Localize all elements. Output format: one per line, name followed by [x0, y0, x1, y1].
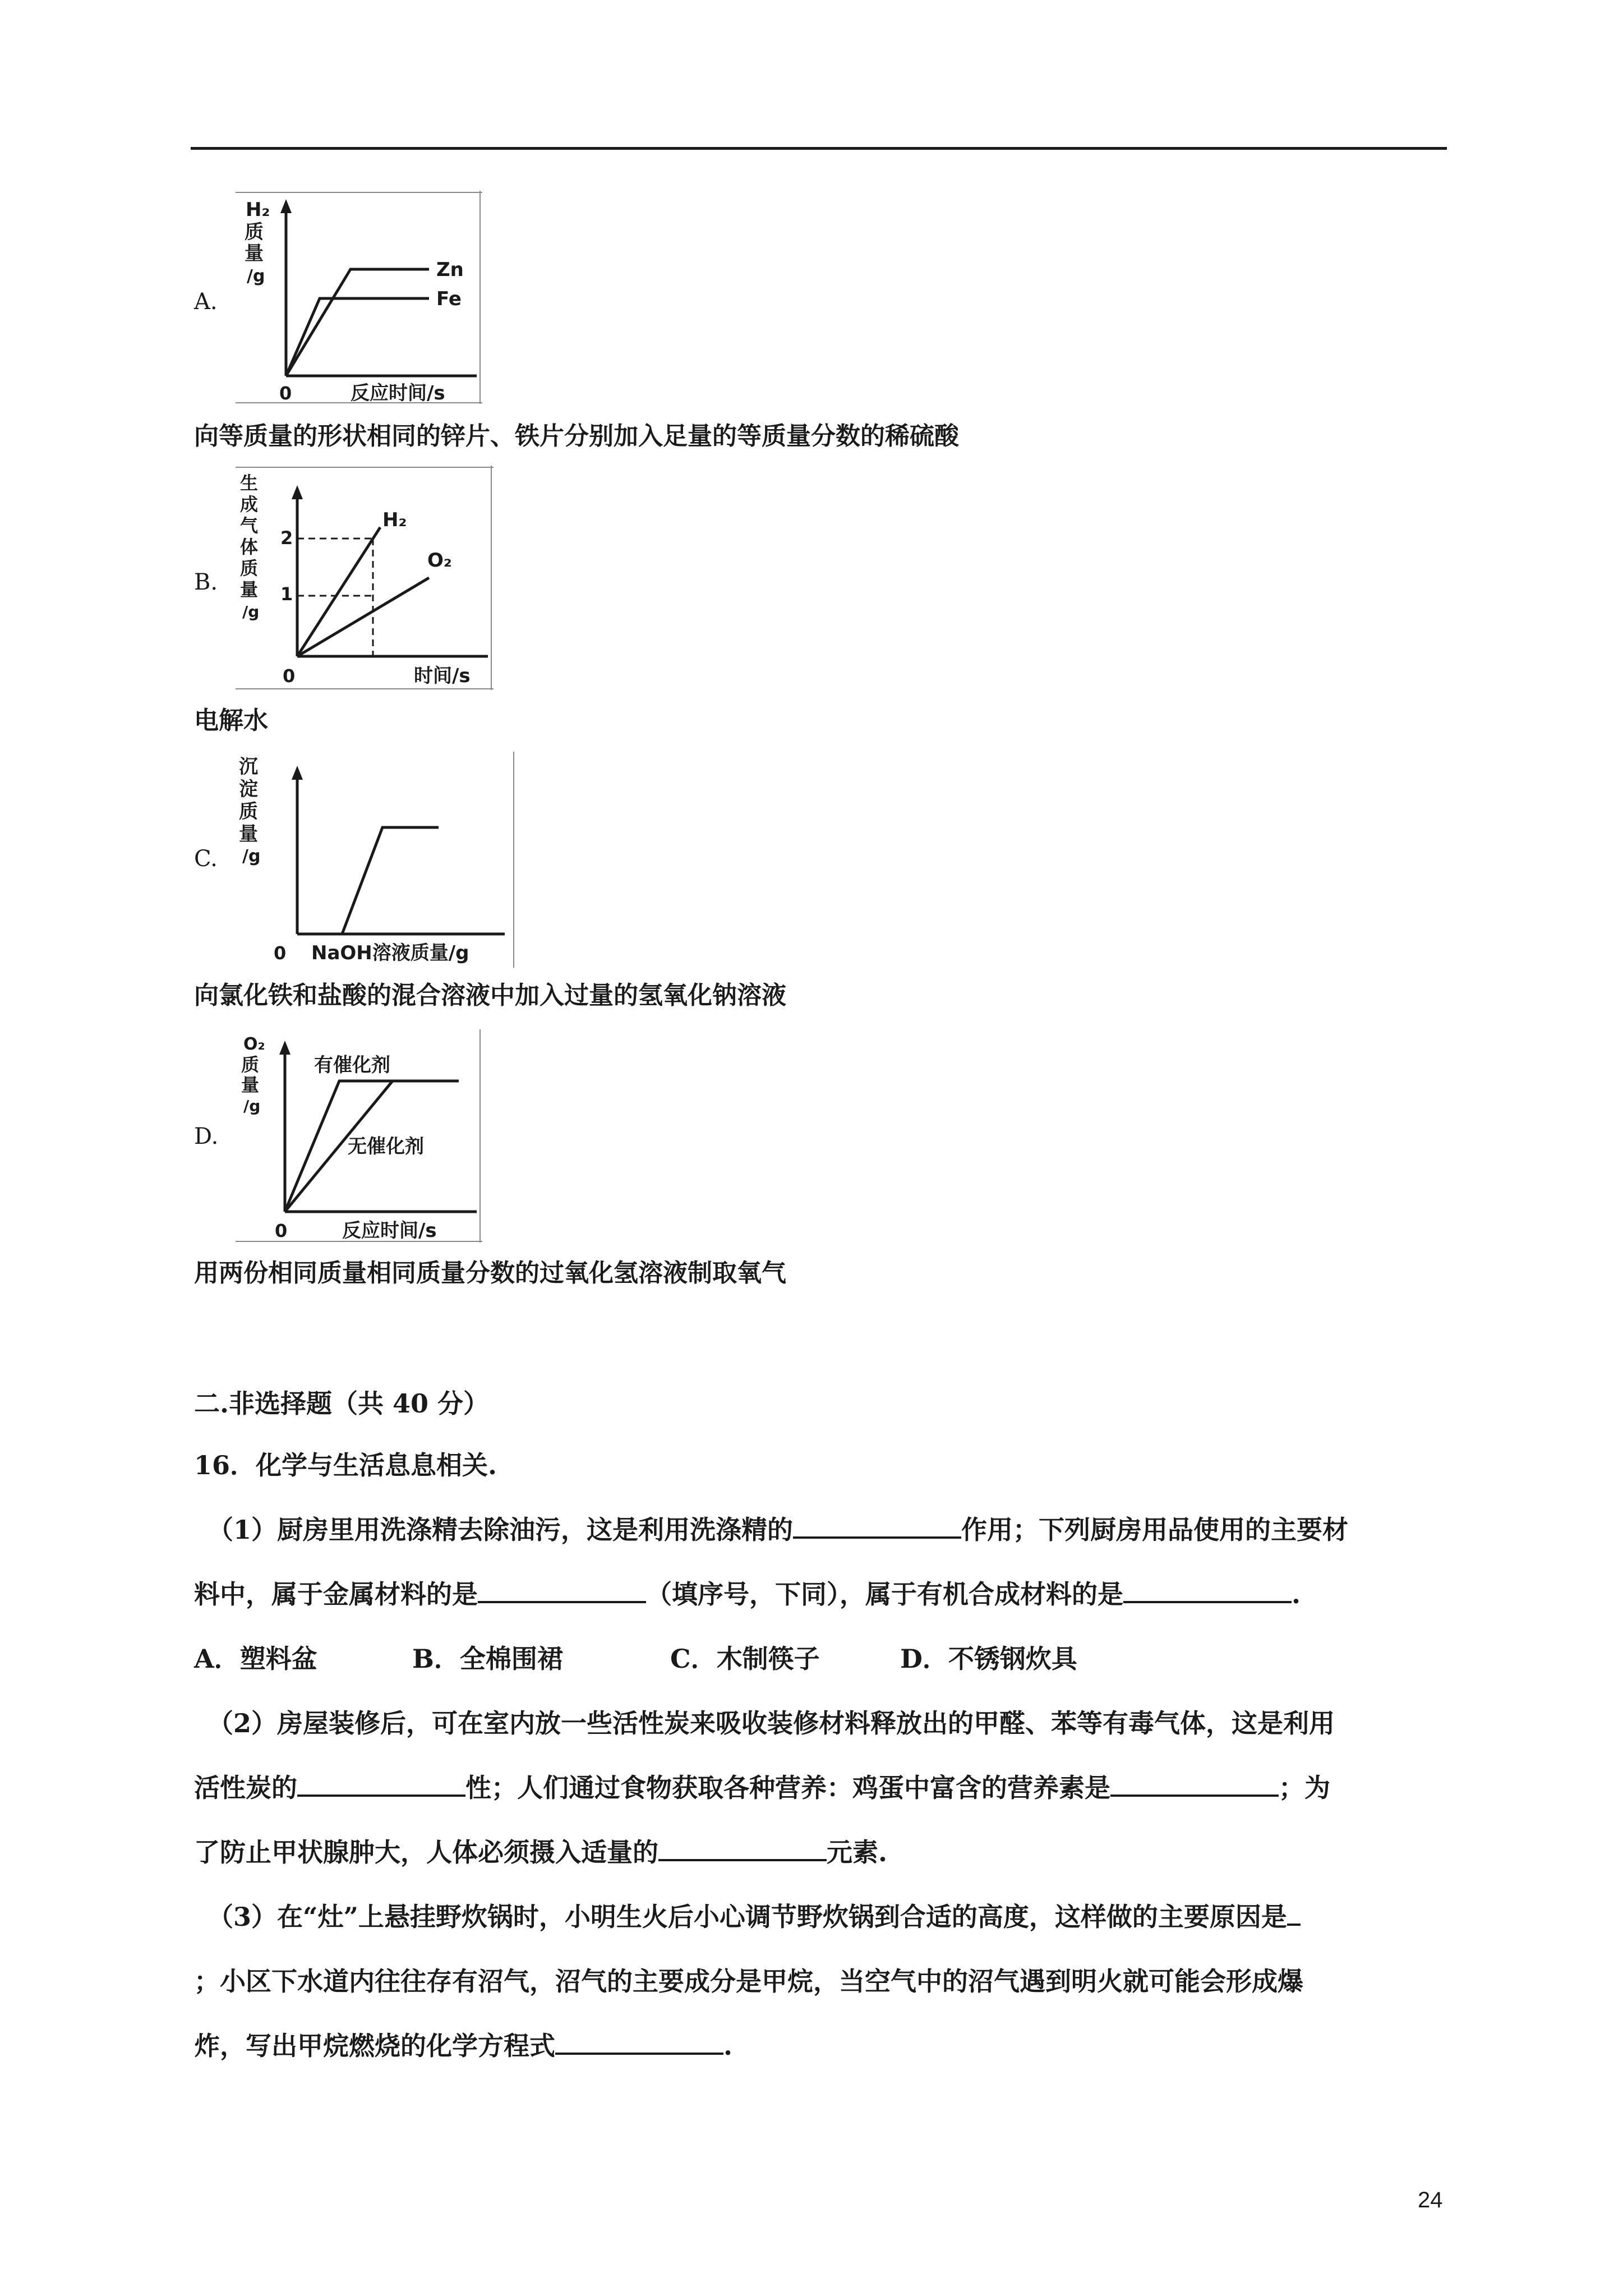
precipitate-line: [297, 827, 439, 934]
answer-blank-nutrient[interactable]: [1110, 1770, 1279, 1797]
option-a-letter: A.: [194, 289, 218, 315]
option-d-caption: 用两份相同质量相同质量分数的过氧化氢溶液制取氧气: [194, 1259, 786, 1287]
figure-a: [236, 191, 482, 404]
answer-blank-metal[interactable]: [478, 1576, 646, 1603]
origin-label: 0: [275, 1220, 288, 1241]
q16-part2-line2: 活性炭的 性；人们通过食物获取各种营养：鸡蛋中富含的营养素是 ；为: [194, 1770, 1330, 1806]
series-zn-label: Zn: [436, 259, 464, 281]
y-axis-arrow: [292, 766, 303, 780]
series-fe-line: [286, 298, 429, 376]
q16-option-a: A．塑料盆: [194, 1644, 317, 1674]
answer-blank-synthetic[interactable]: [1123, 1576, 1292, 1603]
ylabel-4: 质: [240, 558, 259, 579]
q16-part1-line1: （1）厨房里用洗涤精去除油污，这是利用洗涤精的 作用；下列厨房用品使用的主要材: [208, 1512, 1348, 1548]
y-axis-arrow: [292, 485, 303, 499]
ylabel-3: 量: [239, 823, 258, 845]
y-axis-arrow: [279, 1041, 291, 1055]
series-o2-label: O₂: [427, 549, 452, 572]
ylabel-1: 质: [245, 221, 264, 243]
ylabel-3: /g: [247, 266, 265, 286]
q16-option-d: D．不锈钢炊具: [900, 1644, 1077, 1674]
chart-c: [236, 752, 516, 968]
origin-label: 0: [283, 665, 296, 687]
chart-a: [236, 191, 482, 404]
q16-part3-line3: 炸，写出甲烷燃烧的化学方程式 .: [194, 2028, 732, 2064]
tick-1: 1: [280, 583, 293, 605]
chart-b: [236, 466, 494, 690]
header-rule: [191, 147, 1447, 150]
answer-blank-element[interactable]: [658, 1834, 827, 1861]
q16-part1-line2: 料中，属于金属材料的是 （填序号，下同），属于有机合成材料的是 .: [194, 1576, 1301, 1612]
answer-blank-equation[interactable]: [555, 2028, 723, 2055]
ylabel-2: 气: [240, 515, 259, 536]
ylabel-2: 量: [245, 242, 264, 265]
series-h2-line: [297, 527, 380, 656]
series-catalyst-label: 有催化剂: [314, 1054, 390, 1076]
series-h2-label: H₂: [382, 509, 407, 531]
ylabel-0: 生: [240, 472, 259, 494]
x-axis-label: 反应时间/s: [342, 1220, 437, 1242]
ylabel-5: 量: [240, 579, 259, 600]
option-a-caption: 向等质量的形状相同的锌片、铁片分别加入足量的等质量分数的稀硫酸: [194, 422, 959, 450]
page-number: 24: [1418, 2188, 1443, 2212]
chart-d: [236, 1029, 482, 1243]
option-b-letter: B.: [194, 569, 218, 595]
q16-option-b: B．全棉围裙: [412, 1644, 563, 1674]
ylabel-0: H₂: [246, 199, 270, 221]
option-c-letter: C.: [194, 846, 218, 872]
figure-d: [236, 1029, 482, 1243]
ylabel-1: 成: [240, 494, 259, 515]
origin-label: 0: [279, 383, 292, 404]
x-axis-label: NaOH溶液质量/g: [311, 942, 469, 964]
ylabel-2: 质: [239, 800, 258, 823]
q16-part2-line3: 了防止甲状腺肿大，人体必须摄入适量的 元素.: [194, 1834, 887, 1870]
ylabel-6: /g: [242, 602, 260, 621]
ylabel-1: 淀: [239, 778, 258, 800]
ylabel-2: 量: [241, 1074, 260, 1096]
option-c-caption: 向氯化铁和盐酸的混合溶液中加入过量的氢氧化钠溶液: [194, 981, 786, 1010]
question-16-stem: 16．化学与生活息息相关.: [194, 1450, 497, 1480]
q16-part3-line2: ；小区下水道内往往存有沼气，沼气的主要成分是甲烷，当空气中的沼气遇到明火就可能会形成爆: [194, 1966, 1303, 1996]
q16-part2-line1: （2）房屋装修后，可在室内放一些活性炭来吸收装修材料释放出的甲醛、苯等有毒气体，这是利用: [208, 1708, 1335, 1738]
ylabel-4: /g: [242, 846, 261, 866]
x-axis-label: 时间/s: [414, 665, 471, 687]
y-axis-arrow: [280, 199, 292, 213]
ylabel-0: O₂: [243, 1034, 265, 1054]
ylabel-1: 质: [241, 1054, 260, 1075]
tick-2: 2: [280, 527, 293, 549]
q16-option-c: C．木制筷子: [670, 1644, 820, 1674]
section-heading: 二.非选择题（共 40 分）: [194, 1388, 490, 1419]
x-axis-label: 反应时间/s: [351, 382, 445, 404]
ylabel-3: 体: [240, 536, 259, 558]
option-d-letter: D.: [194, 1124, 219, 1149]
ylabel-0: 沉: [239, 756, 258, 778]
answer-blank-adsorption[interactable]: [297, 1770, 465, 1797]
origin-label: 0: [274, 942, 287, 964]
q16-part3-line1: （3）在“灶”上悬挂野炊锅时，小明生火后小心调节野炊锅到合适的高度，这样做的主要原因是: [208, 1899, 1301, 1935]
figure-c: [236, 752, 516, 968]
figure-b: [236, 466, 494, 690]
series-o2-line: [297, 578, 429, 656]
series-no-catalyst-label: 无催化剂: [348, 1135, 424, 1158]
answer-blank-reason[interactable]: [1287, 1899, 1301, 1926]
option-b-caption: 电解水: [194, 706, 268, 735]
answer-blank-emulsify[interactable]: [793, 1512, 961, 1539]
ylabel-3: /g: [243, 1097, 261, 1115]
series-fe-label: Fe: [436, 288, 462, 310]
series-zn-line: [286, 269, 429, 376]
